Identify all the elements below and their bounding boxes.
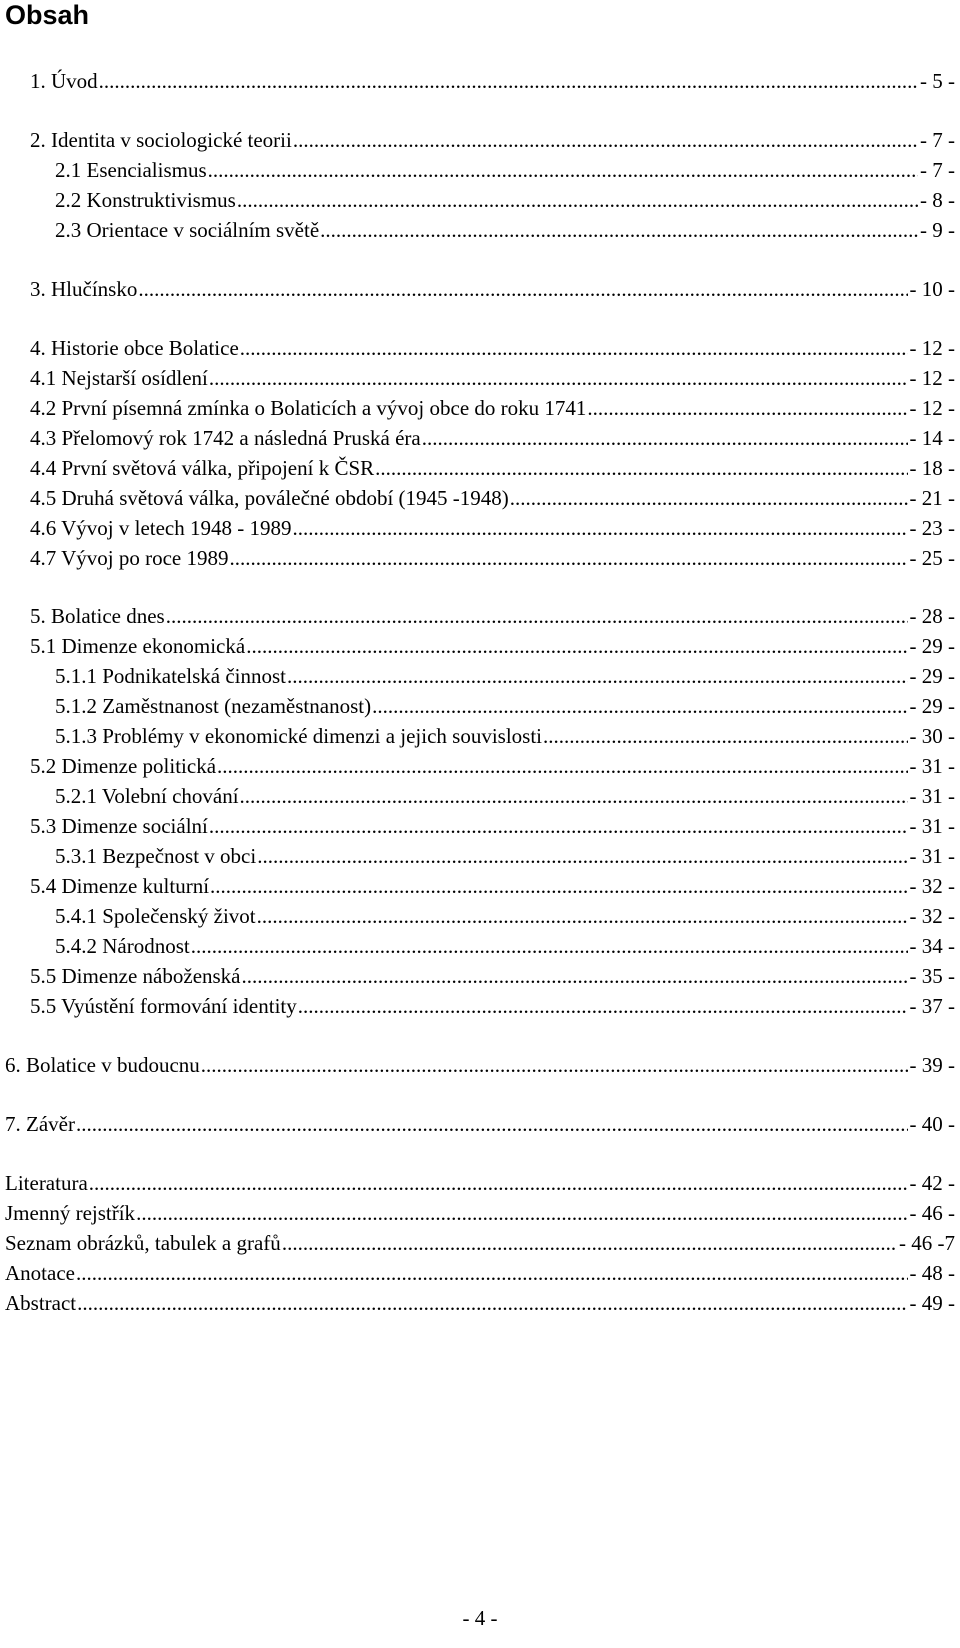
- toc-entry-label: 5.3 Dimenze sociální: [30, 814, 208, 838]
- toc-entry[interactable]: [30, 812, 955, 840]
- dot-leader: [201, 1051, 908, 1079]
- toc-entry-page: - 12 -: [909, 336, 955, 360]
- toc-entry-page: - 48 -: [909, 1261, 955, 1285]
- dot-leader: [208, 156, 918, 184]
- dot-leader: [209, 364, 908, 392]
- dot-leader: [257, 902, 908, 930]
- toc-entry-label: 5.4 Dimenze kulturní: [30, 874, 210, 898]
- dot-leader: [210, 872, 907, 900]
- toc-entry-label: Seznam obrázků, tabulek a grafů: [5, 1231, 281, 1255]
- toc-entry[interactable]: [30, 544, 955, 572]
- toc-entry-label: 5.2.1 Volební chování: [55, 784, 239, 808]
- dot-leader: [191, 932, 908, 960]
- toc-entry-label: 5.1 Dimenze ekonomická: [30, 634, 246, 658]
- toc-entry-page: - 30 -: [909, 724, 955, 748]
- toc-entry-label: 5.5 Vyústění formování identity: [30, 994, 297, 1018]
- toc-entry-page: - 29 -: [909, 634, 955, 658]
- toc-entry-page: - 18 -: [909, 456, 955, 480]
- dot-leader: [77, 1289, 907, 1317]
- toc-entry[interactable]: [30, 632, 955, 660]
- toc-entry-label: 6. Bolatice v budoucnu: [5, 1053, 200, 1077]
- toc-entry[interactable]: [30, 424, 955, 452]
- toc-entry[interactable]: [30, 275, 955, 303]
- toc-entry-page: - 21 -: [909, 486, 955, 510]
- dot-leader: [246, 632, 907, 660]
- dot-leader: [510, 484, 908, 512]
- dot-leader: [138, 275, 907, 303]
- toc-entry-label: 2.3 Orientace v sociálním světě: [55, 218, 320, 242]
- toc-entry-page: - 8 -: [920, 188, 955, 212]
- toc-entry-page: - 25 -: [909, 546, 955, 570]
- toc-entry-page: - 12 -: [909, 366, 955, 390]
- toc-entry[interactable]: [5, 1229, 955, 1257]
- toc-entry-label: 4.4 První světová válka, připojení k ČSR: [30, 456, 375, 480]
- toc-entry-page: - 31 -: [909, 844, 955, 868]
- toc-entry[interactable]: [30, 602, 955, 630]
- toc-entry[interactable]: [55, 932, 955, 960]
- toc-entry-page: - 14 -: [909, 426, 955, 450]
- toc-entry-page: - 49 -: [909, 1291, 955, 1315]
- toc-entry-page: - 28 -: [909, 604, 955, 628]
- toc-entry-label: 2.2 Konstruktivismus: [55, 188, 236, 212]
- toc-entry[interactable]: [5, 1289, 955, 1317]
- dot-leader: [298, 992, 908, 1020]
- dot-leader: [375, 454, 907, 482]
- toc-entry[interactable]: [55, 186, 955, 214]
- toc-entry[interactable]: [30, 334, 955, 362]
- toc-entry-label: 4.1 Nejstarší osídlení: [30, 366, 208, 390]
- toc-entry-page: - 32 -: [909, 904, 955, 928]
- toc-entry[interactable]: [55, 216, 955, 244]
- toc-entry[interactable]: [5, 1199, 955, 1227]
- toc-entry-page: - 46 -: [909, 1201, 955, 1225]
- toc-entry-label: Literatura: [5, 1171, 88, 1195]
- dot-leader: [242, 962, 908, 990]
- toc-entry-label: 1. Úvod: [30, 69, 98, 93]
- page-title: Obsah: [5, 0, 90, 30]
- toc-entry-label: Anotace: [5, 1261, 75, 1285]
- toc-entry-label: 5.4.2 Národnost: [55, 934, 190, 958]
- dot-leader: [293, 126, 918, 154]
- toc-entry[interactable]: [55, 692, 955, 720]
- dot-leader: [76, 1259, 908, 1287]
- toc-entry-label: 5.4.1 Společenský život: [55, 904, 256, 928]
- toc-entry-page: - 31 -: [909, 754, 955, 778]
- toc-entry[interactable]: [30, 992, 955, 1020]
- toc-entry-page: - 7 -: [920, 158, 955, 182]
- toc-entry-label: 5.1.2 Zaměstnanost (nezaměstnanost): [55, 694, 372, 718]
- toc-entry[interactable]: [55, 902, 955, 930]
- dot-leader: [209, 812, 908, 840]
- dot-leader: [543, 722, 907, 750]
- toc-entry[interactable]: [30, 454, 955, 482]
- toc-entry-page: - 35 -: [909, 964, 955, 988]
- toc-entry[interactable]: [30, 752, 955, 780]
- toc-entry-page: - 32 -: [909, 874, 955, 898]
- dot-leader: [237, 186, 918, 214]
- dot-leader: [293, 514, 908, 542]
- toc-entry-label: 4.6 Vývoj v letech 1948 - 1989: [30, 516, 292, 540]
- toc-entry-label: 5.3.1 Bezpečnost v obci: [55, 844, 257, 868]
- toc-entry-page: - 39 -: [909, 1053, 955, 1077]
- toc-entry[interactable]: [5, 1110, 955, 1138]
- dot-leader: [89, 1169, 908, 1197]
- toc-entry[interactable]: [30, 514, 955, 542]
- dot-leader: [217, 752, 907, 780]
- toc-entry[interactable]: [30, 364, 955, 392]
- toc-entry-page: - 5 -: [920, 69, 955, 93]
- toc-entry-label: 5.2 Dimenze politická: [30, 754, 217, 778]
- dot-leader: [166, 602, 908, 630]
- dot-leader: [320, 216, 918, 244]
- toc-entry-page: - 37 -: [909, 994, 955, 1018]
- toc-entry-label: 2.1 Esencialismus: [55, 158, 207, 182]
- dot-leader: [99, 67, 918, 95]
- toc-entry[interactable]: [30, 67, 955, 95]
- toc-entry[interactable]: [55, 722, 955, 750]
- toc-entry-label: 5.1.3 Problémy v ekonomické dimenzi a jejich souvislosti: [55, 724, 543, 748]
- toc-entry-label: 2. Identita v sociologické teorii: [30, 128, 292, 152]
- toc-entry[interactable]: [30, 962, 955, 990]
- toc-entry-page: - 29 -: [909, 694, 955, 718]
- toc-entry-page: - 34 -: [909, 934, 955, 958]
- toc-entry-label: 7. Závěr: [5, 1112, 75, 1136]
- dot-leader: [257, 842, 907, 870]
- toc-entry-page: - 7 -: [920, 128, 955, 152]
- toc-entry-page: - 31 -: [909, 814, 955, 838]
- toc-entry[interactable]: [30, 126, 955, 154]
- dot-leader: [372, 692, 907, 720]
- toc-entry[interactable]: [55, 156, 955, 184]
- dot-leader: [76, 1110, 908, 1138]
- dot-leader: [240, 782, 908, 810]
- toc-entry-page: - 31 -: [909, 784, 955, 808]
- toc-entry-label: 4.2 První písemná zmínka o Bolaticích a vývoj obce do roku 1741: [30, 396, 587, 420]
- dot-leader: [282, 1229, 897, 1257]
- toc-entry-page: - 46 -7: [899, 1231, 955, 1255]
- toc-entry[interactable]: [5, 1169, 955, 1197]
- toc-entry-label: Abstract: [5, 1291, 77, 1315]
- toc-entry-label: Jmenný rejstřík: [5, 1201, 136, 1225]
- dot-leader: [230, 544, 908, 572]
- toc-entry[interactable]: [30, 394, 955, 422]
- toc-entry[interactable]: [55, 662, 955, 690]
- toc-entry-page: - 23 -: [909, 516, 955, 540]
- dot-leader: [587, 394, 907, 422]
- toc-entry[interactable]: [30, 484, 955, 512]
- toc-entry[interactable]: [5, 1259, 955, 1287]
- toc-entry-page: - 9 -: [920, 218, 955, 242]
- toc-entry-label: 3. Hlučínsko: [30, 277, 138, 301]
- toc-entry-page: - 10 -: [909, 277, 955, 301]
- toc-entry-label: 4. Historie obce Bolatice: [30, 336, 239, 360]
- toc-entry[interactable]: [55, 782, 955, 810]
- toc-entry-label: 5. Bolatice dnes: [30, 604, 165, 628]
- toc-entry-page: - 42 -: [909, 1171, 955, 1195]
- toc-entry-label: 4.7 Vývoj po roce 1989: [30, 546, 229, 570]
- toc-entry-label: 5.5 Dimenze náboženská: [30, 964, 241, 988]
- dot-leader: [136, 1199, 907, 1227]
- toc-entry[interactable]: [55, 842, 955, 870]
- dot-leader: [240, 334, 908, 362]
- dot-leader: [422, 424, 908, 452]
- toc-entry-label: 5.1.1 Podnikatelská činnost: [55, 664, 286, 688]
- toc-entry-label: 4.5 Druhá světová válka, poválečné období (1945 -1948): [30, 486, 509, 510]
- toc-entry-page: - 29 -: [909, 664, 955, 688]
- dot-leader: [287, 662, 908, 690]
- toc-entry[interactable]: [5, 1051, 955, 1079]
- toc-entry-page: - 12 -: [909, 396, 955, 420]
- page-number: - 4 -: [462, 1606, 498, 1630]
- toc-entry-page: - 40 -: [909, 1112, 955, 1136]
- toc-entry[interactable]: [30, 872, 955, 900]
- toc-entry-label: 4.3 Přelomový rok 1742 a následná Pruská éra: [30, 426, 421, 450]
